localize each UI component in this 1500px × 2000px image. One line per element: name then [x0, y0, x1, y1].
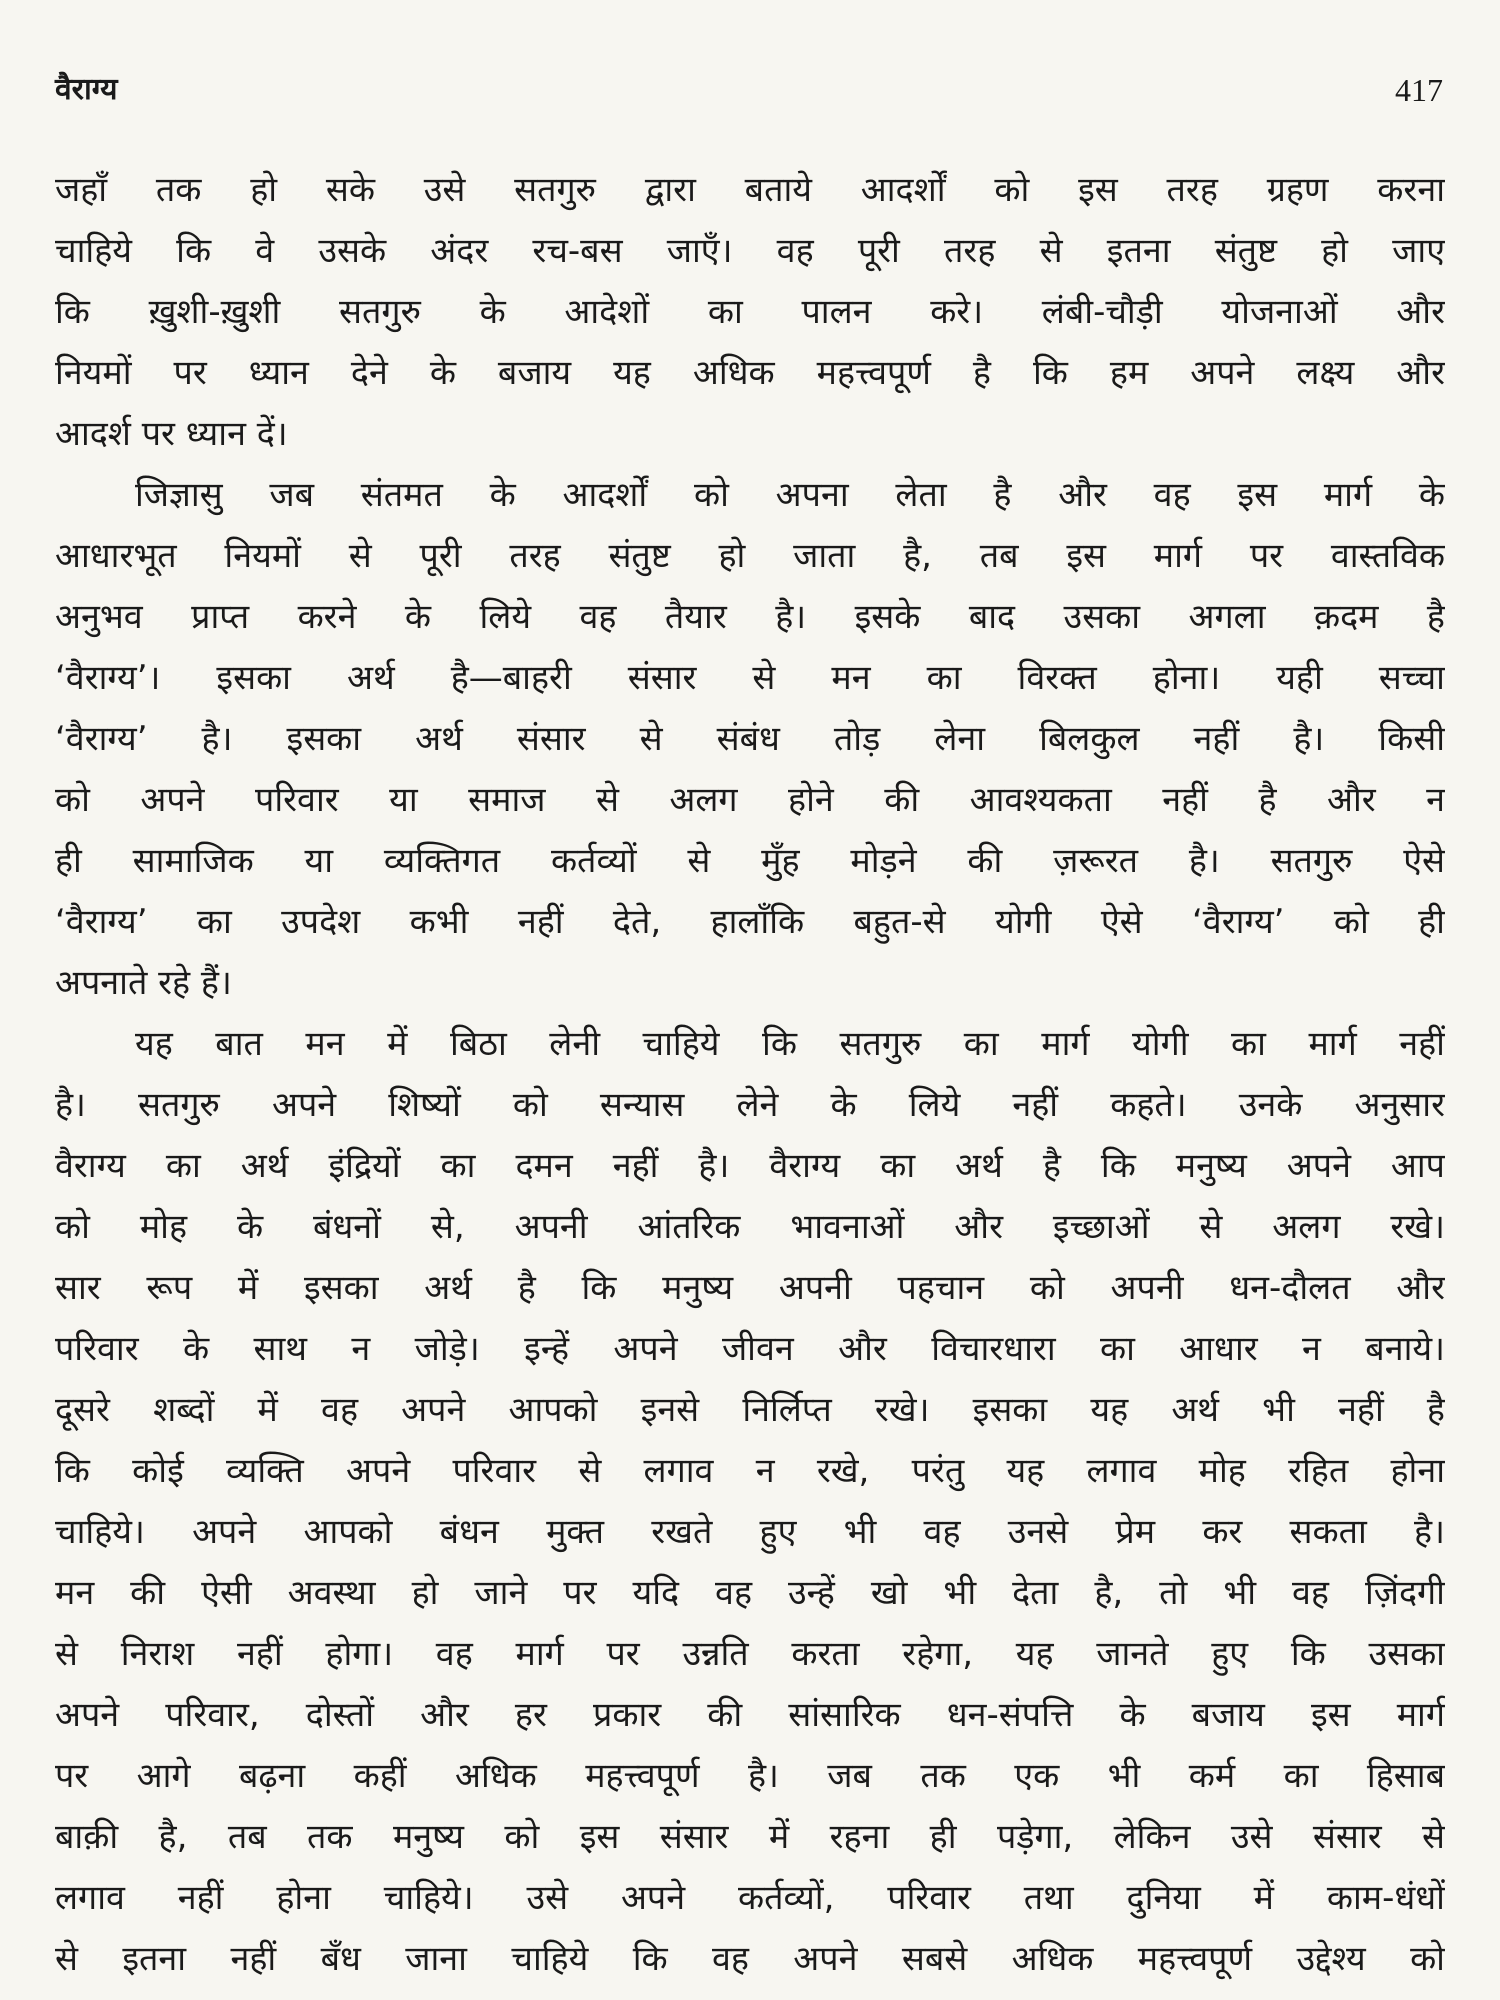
- text-line: पर आगे बढ़ना कहीं अधिक महत्त्वपूर्ण है। जब तक एक भी कर्म का हिसाब: [55, 1756, 1445, 1796]
- text-line: को मोह के बंधनों से, अपनी आंतरिक भावनाओं और इच्छाओं से अलग रखे।: [55, 1207, 1445, 1247]
- paragraph-end-line: अपनाते रहे हैं।: [55, 963, 232, 1003]
- text-line: नियमों पर ध्यान देने के बजाय यह अधिक महत्त्वपूर्ण है कि हम अपने लक्ष्य और: [55, 353, 1445, 393]
- text-line: जहाँ तक हो सके उसे सतगुरु द्वारा बताये आदर्शों को इस तरह ग्रहण करना: [55, 170, 1445, 210]
- text-line: से निराश नहीं होगा। वह मार्ग पर उन्नति करता रहेगा, यह जानते हुए कि उसका: [55, 1634, 1445, 1674]
- text-line: ‘वैराग्य’ है। इसका अर्थ संसार से संबंध तोड़ लेना बिलकुल नहीं है। किसी: [55, 719, 1445, 759]
- text-line: सार रूप में इसका अर्थ है कि मनुष्य अपनी पहचान को अपनी धन-दौलत और: [55, 1268, 1445, 1308]
- paragraph-end-line: आदर्श पर ध्यान दें।: [55, 414, 288, 454]
- text-line: मन की ऐसी अवस्था हो जाने पर यदि वह उन्हें खो भी देता है, तो भी वह ज़िंदगी: [55, 1573, 1445, 1613]
- text-line: कि ख़ुशी-ख़ुशी सतगुरु के आदेशों का पालन करे। लंबी-चौड़ी योजनाओं और: [55, 292, 1445, 332]
- text-line: दूसरे शब्दों में वह अपने आपको इनसे निर्लिप्त रखे। इसका यह अर्थ भी नहीं है: [55, 1390, 1445, 1430]
- text-line: अनुभव प्राप्त करने के लिये वह तैयार है। इसके बाद उसका अगला क़दम है: [55, 597, 1445, 637]
- text-line: बाक़ी है, तब तक मनुष्य को इस संसार में रहना ही पड़ेगा, लेकिन उसे संसार से: [55, 1817, 1445, 1857]
- text-line: लगाव नहीं होना चाहिये। उसे अपने कर्तव्यों, परिवार तथा दुनिया में काम-धंधों: [55, 1878, 1445, 1918]
- text-line: कि कोई व्यक्ति अपने परिवार से लगाव न रखे, परंतु यह लगाव मोह रहित होना: [55, 1451, 1445, 1491]
- text-line: ही सामाजिक या व्यक्तिगत कर्तव्यों से मुँह मोड़ने की ज़रूरत है। सतगुरु ऐसे: [55, 841, 1445, 881]
- text-line: अपने परिवार, दोस्तों और हर प्रकार की सांसारिक धन-संपत्ति के बजाय इस मार्ग: [55, 1695, 1445, 1735]
- paragraph-start-line: यह बात मन में बिठा लेनी चाहिये कि सतगुरु का मार्ग योगी का मार्ग नहीं: [135, 1024, 1445, 1064]
- text-line: वैराग्य का अर्थ इंद्रियों का दमन नहीं है। वैराग्य का अर्थ है कि मनुष्य अपने आप: [55, 1146, 1445, 1186]
- text-line: परिवार के साथ न जोड़े। इन्हें अपने जीवन और विचारधारा का आधार न बनाये।: [55, 1329, 1445, 1369]
- text-line: चाहिये कि वे उसके अंदर रच-बस जाएँ। वह पूरी तरह से इतना संतुष्ट हो जाए: [55, 231, 1445, 271]
- page-number: 417: [1395, 72, 1443, 108]
- text-line: से इतना नहीं बँध जाना चाहिये कि वह अपने सबसे अधिक महत्त्वपूर्ण उद्देश्य को: [55, 1939, 1445, 1979]
- text-line: आधारभूत नियमों से पूरी तरह संतुष्ट हो जाता है, तब इस मार्ग पर वास्तविक: [55, 536, 1445, 576]
- body-text: [55, 160, 1445, 1990]
- running-header: [55, 70, 1443, 110]
- chapter-running-title: वैराग्य: [55, 72, 118, 107]
- text-line: चाहिये। अपने आपको बंधन मुक्त रखते हुए भी वह उनसे प्रेम कर सकता है।: [55, 1512, 1445, 1552]
- text-line: ‘वैराग्य’ का उपदेश कभी नहीं देते, हालाँकि बहुत-से योगी ऐसे ‘वैराग्य’ को ही: [55, 902, 1445, 942]
- text-line: है। सतगुरु अपने शिष्यों को सन्यास लेने के लिये नहीं कहते। उनके अनुसार: [55, 1085, 1445, 1125]
- text-line: ‘वैराग्य’। इसका अर्थ है—बाहरी संसार से मन का विरक्त होना। यही सच्चा: [55, 658, 1445, 698]
- text-line: को अपने परिवार या समाज से अलग होने की आवश्यकता नहीं है और न: [55, 780, 1445, 820]
- paragraph-start-line: जिज्ञासु जब संतमत के आदर्शों को अपना लेता है और वह इस मार्ग के: [135, 475, 1445, 515]
